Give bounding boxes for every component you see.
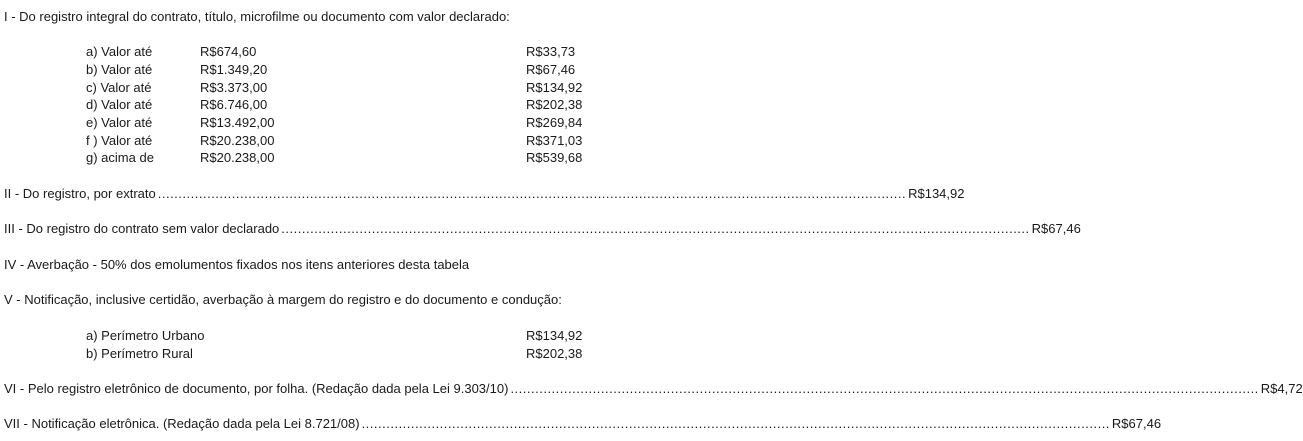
leader-dots: ...................................................................................................................................................................................... bbox=[157, 186, 907, 201]
row-label: a) Perímetro Urbano bbox=[86, 328, 205, 343]
section-7-line bbox=[4, 416, 1162, 432]
row-value: R$33,73 bbox=[526, 44, 576, 59]
section-1-title: I - Do registro integral do contrato, título, microfilme ou documento com valor declarado: bbox=[4, 9, 510, 24]
row-value: R$371,03 bbox=[526, 133, 583, 148]
row-label: g) acima de bbox=[86, 150, 154, 165]
row-value: R$67,46 bbox=[526, 62, 576, 77]
row-label: b) Perímetro Rural bbox=[86, 346, 193, 361]
row-limit: R$20.238,00 bbox=[200, 150, 275, 165]
row-limit: R$6.746,00 bbox=[200, 97, 268, 112]
row-limit: R$13.492,00 bbox=[200, 115, 275, 130]
row-label: b) Valor até bbox=[86, 62, 153, 77]
row-label: e) Valor até bbox=[86, 115, 153, 130]
leader-dots: ...................................................................................................................................................................................... bbox=[281, 221, 1030, 236]
section-6-text: VI - Pelo registro eletrônico de documento, por folha. (Redação dada pela Lei 9.303/10) bbox=[4, 381, 509, 396]
section-6-value: R$4,72 bbox=[1260, 381, 1303, 396]
section-7-value: R$67,46 bbox=[1111, 416, 1162, 431]
section-4-text: IV - Averbação - 50% dos emolumentos fixados nos itens anteriores desta tabela bbox=[4, 257, 470, 272]
section-5-title: V - Notificação, inclusive certidão, averbação à margem do registro e do documento e condução: bbox=[4, 292, 562, 307]
row-value: R$539,68 bbox=[526, 150, 583, 165]
row-label: f ) Valor até bbox=[86, 133, 153, 148]
row-limit: R$3.373,00 bbox=[200, 80, 268, 95]
row-label: d) Valor até bbox=[86, 97, 153, 112]
section-3-line bbox=[4, 221, 1081, 237]
row-value: R$269,84 bbox=[526, 115, 583, 130]
leader-dots: ...................................................................................................................................................................................... bbox=[510, 381, 1259, 396]
section-2-value: R$134,92 bbox=[908, 186, 965, 201]
row-value: R$134,92 bbox=[526, 80, 583, 95]
row-value: R$202,38 bbox=[526, 97, 583, 112]
section-2-line bbox=[4, 186, 965, 202]
section-2-text: II - Do registro, por extrato bbox=[4, 186, 156, 201]
section-7-text: VII - Notificação eletrônica. (Redação dada pela Lei 8.721/08) bbox=[4, 416, 360, 431]
row-value: R$202,38 bbox=[526, 346, 583, 361]
section-3-value: R$67,46 bbox=[1031, 221, 1081, 236]
section-3-text: III - Do registro do contrato sem valor declarado bbox=[4, 221, 280, 236]
section-6-line bbox=[4, 381, 1303, 397]
row-label: a) Valor até bbox=[86, 44, 153, 59]
row-value: R$134,92 bbox=[526, 328, 583, 343]
leader-dots: ...................................................................................................................................................................................... bbox=[361, 416, 1110, 431]
row-limit: R$1.349,20 bbox=[200, 62, 268, 77]
row-limit: R$20.238,00 bbox=[200, 133, 275, 148]
row-limit: R$674,60 bbox=[200, 44, 257, 59]
row-label: c) Valor até bbox=[86, 80, 152, 95]
